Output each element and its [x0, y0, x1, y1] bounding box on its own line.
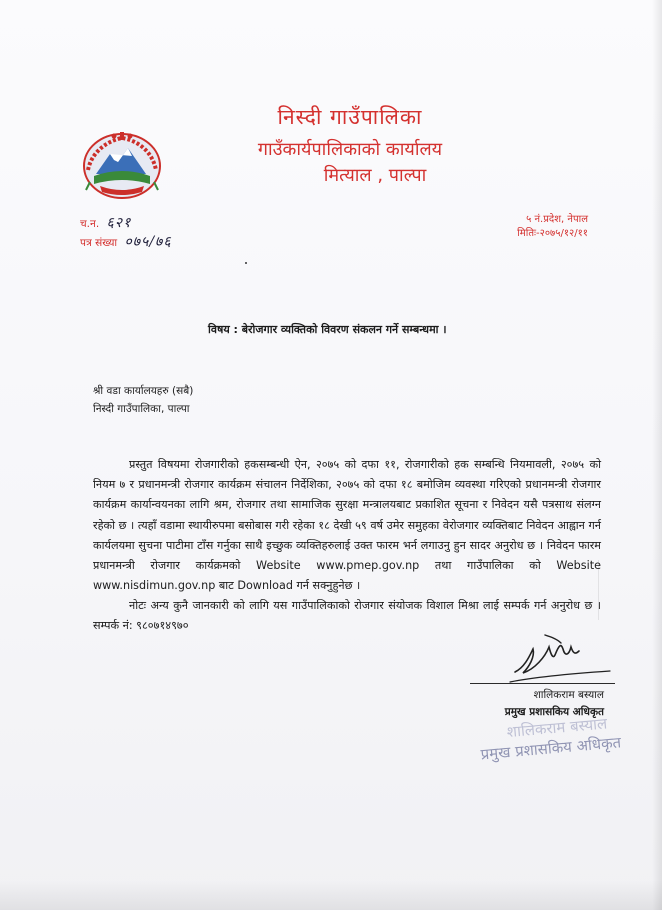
patra-sankhya: [80, 232, 172, 251]
signature-line: [470, 683, 615, 684]
chalani-handwritten-value: ६२१: [106, 215, 132, 231]
stamp-name: शालिकराम बस्याल: [506, 714, 608, 742]
signatory-name: शालिकराम बस्याल: [533, 689, 604, 701]
page-shadow-bottom: [0, 880, 662, 910]
patra-label: पत्र संख्या: [80, 237, 118, 249]
date-text: मितिः-२०७५/१२/११: [517, 228, 588, 239]
addressee-line-2: निस्दी गाउँपालिका, पाल्पा: [93, 403, 190, 415]
ink-dot: [245, 262, 247, 264]
stamp-title: प्रमुख प्रशासकिय अधिकृत: [479, 733, 622, 764]
signatory-title: प्रमुख प्रशासकिय अधिकृत: [504, 706, 604, 718]
page-shadow-right: [652, 0, 662, 910]
patra-handwritten-value: ०७५/७६: [124, 234, 172, 250]
handwritten-signature: [505, 627, 615, 687]
addressee-line-1: श्री वडा कार्यालयहरु (सबै): [93, 385, 194, 397]
chalani-label: च.न.: [80, 218, 100, 230]
letter-body: प्रस्तुत विषयमा रोजगारीको हकसम्बन्धी ऐन, २०७५ को दफा ११, रोजगारीको हक सम्बन्धि नियमावली, २०७५ को नियम ७ र प्रधानमन्त्री रोजगार कार्यक्रम संचालन निर्देशिका, २०७५ को दफा १८ बमोजिम व्यवस्था गरिएको प्रधानमन्त्री रोजगार कार्यक्रम कार्यान्वयनका लागि श्रम, रोजगार तथा सामाजिक सुरक्षा मन्त्रालयबाट प्रकाशित सूचना र निवेदन यसै पत्रसाथ संलग्न रहेको छ । त्यहाँ वडामा स्थायीरुपमा बसोबास गरी रहेका १८ देखी ५९ वर्ष उमेर समुहका वेरोजगार व्यक्तिबाट निवेदन आह्वान गर्न कार्यलयमा सुचना पाटीमा टाँस गर्नुका साथै इच्छुक व्यक्तिहरुलाई उक्त फारम भर्न लगाउनु हुन सादर अनुरोध छ । निवेदन फारम प्रधानमन्त्री रोजगार कार्यक्रमको Website www.pmep.gov.np तथा गाउँपालिका को Website www.nisdimun.gov.np बाट Download गर्न सक्नुहुनेछ ।: [93, 458, 601, 593]
province-text: ५ नं.प्रदेश, नेपाल: [526, 214, 588, 225]
office-location: मित्याल , पाल्पा: [323, 165, 427, 186]
office-name: गाउँकार्यपालिकाको कार्यालय: [257, 139, 443, 160]
municipality-name: निस्दी गाउँपालिका: [277, 105, 423, 129]
nepal-emblem-logo: [80, 130, 164, 200]
chalani-number: [80, 213, 131, 232]
letter-subject: विषय : बेरोजगार व्यक्तिको विवरण संकलन गर्ने सम्बन्धमा ।: [208, 323, 447, 336]
letter-note: नोटः अन्य कुनै जानकारी को लागि यस गाउँपालिकाको रोजगार संयोजक विशाल मिश्रा लाई सम्पर्क गर्न अनुरोध छ । सम्पर्क नं: ९८०७१४९७०: [93, 599, 601, 633]
official-stamp: [478, 712, 632, 775]
